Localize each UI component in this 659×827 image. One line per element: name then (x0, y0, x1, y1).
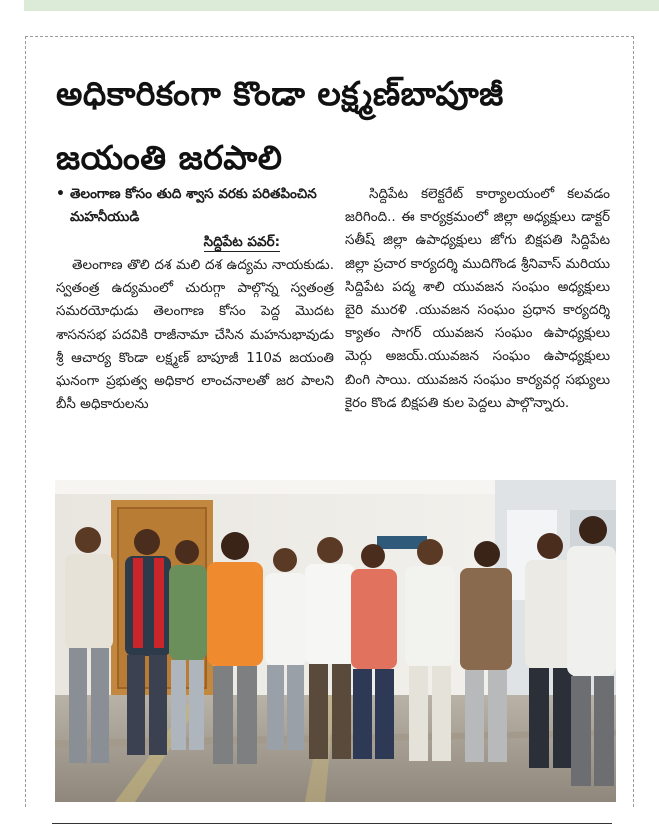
subheading (56, 183, 334, 229)
left-column (56, 183, 334, 463)
bullet-icon: • (56, 186, 65, 202)
group-photo-illustration (55, 480, 616, 802)
right-body-text: సిద్దిపేట కలెక్టరేట్ కార్యాలయంలో కలవడం జరిగింది.. ఈ కార్యక్రమంలో జిల్లా అధ్యక్షులు డాక్టర్ సతీష్ జిల్లా ఉపాధ్యక్షులు జోగు బిక్షపతి సిద్దిపేట జిల్లా ప్రచార కార్యదర్శి ముదిగొండ శ్రీనివాస్ మరియు సిద్దిపేట పద్మ శాలి యువజన సంఘం అధ్యక్షులు బైరి మురళి .యువజన సంఘం ప్రధాన కార్యదర్శి క్యాతం సాగర్ యువజన సంఘం ఉపాధ్యక్షులు మెర్గు అజయ్.యువజన సంఘం ఉపాధ్యక్షులు బింగి సాయి. యువజన సంఘం కార్యవర్గ సభ్యులు కైరం కొండ బిక్షపతి కుల పెద్దలు పాల్గొన్నారు. (345, 186, 610, 411)
group-photo (55, 480, 616, 802)
left-body-text: తెలంగాణ తొలి దశ మలి దశ ఉద్యమ నాయకుడు. స్వతంత్ర ఉద్యమంలో చురుగ్గా పాల్గొన్న స్వతంత్ర సమరయోధుడు తెలంగాణ కోసం పెద్ద మొదట శాసనసభ పదవికి రాజీనామా చేసిన మహనుభావుడు శ్రీ ఆచార్య కొండా లక్ష్మణ్ బాపూజీ 110వ జయంతి ఘనంగా ప్రభుత్వ అధికార లాంచనాలతో జర పాలని బీసీ అధికారులను (56, 257, 334, 413)
top-color-strip (24, 0, 659, 11)
subheading-text: తెలంగాణ కోసం తుది శ్వాస వరకు పరితపించిన మహనీయుడి (70, 186, 317, 225)
dateline (56, 231, 334, 253)
right-column (345, 183, 610, 463)
bottom-rule (52, 823, 612, 824)
article-headline: అధికారికంగా కొండా లక్ష్మణ్‌బాపూజీ జయంతి జరపాలి (56, 74, 504, 177)
dateline-text: సిద్దిపేట పవర్: (203, 234, 280, 250)
